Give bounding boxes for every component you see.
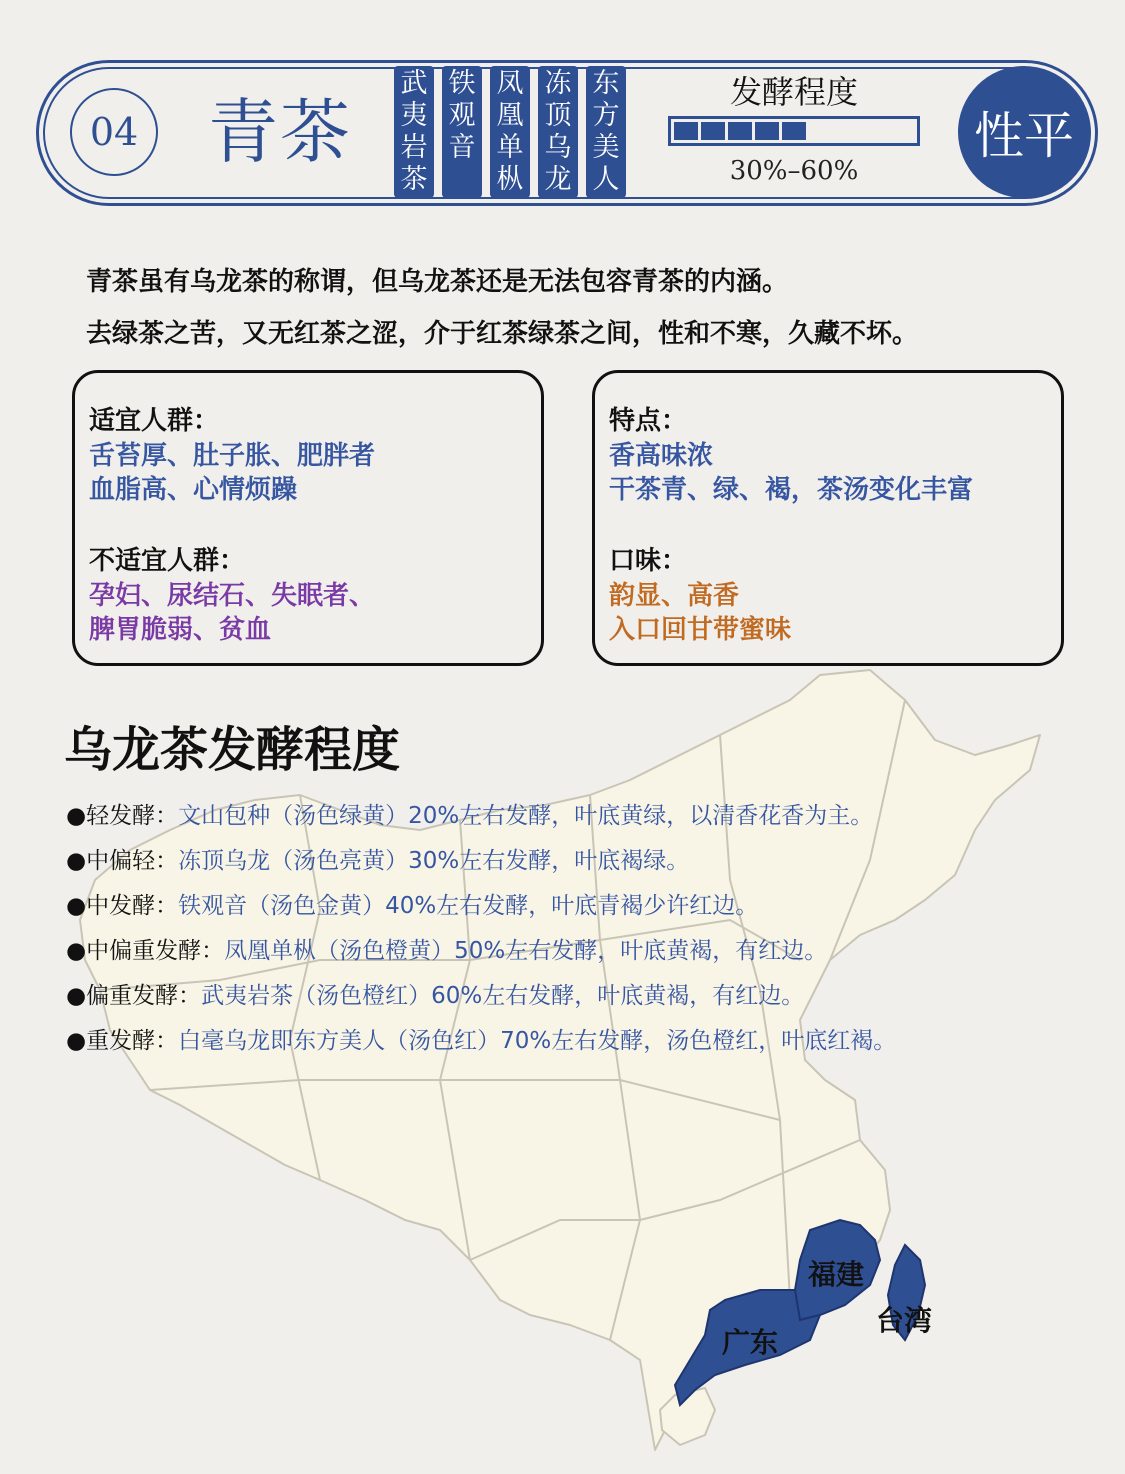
fermentation-list [66, 794, 896, 1064]
item-desc: 凤凰单枞（汤色橙黄）50%左右发酵，叶底黄褐，有红边。 [224, 938, 828, 964]
fermentation-segment [755, 122, 779, 140]
fermentation-section-title: 乌龙茶发酵程度 [64, 722, 401, 778]
tea-char: 东 [592, 68, 620, 99]
section-number: 04 [70, 88, 158, 176]
unsuitable-line: 脾胃脆弱、贫血 [89, 615, 272, 645]
suitable-line: 血脂高、心情烦躁 [89, 475, 298, 505]
item-term: ●中偏轻： [66, 848, 179, 874]
unsuitable-line: 孕妇、尿结石、失眠者、 [89, 581, 376, 611]
list-item [66, 839, 896, 884]
features-card [592, 370, 1064, 666]
map-label-taiwan: 台湾 [876, 1304, 933, 1337]
tea-variety-fenghuang [490, 66, 530, 198]
tea-char: 凤 [496, 68, 524, 99]
fermentation-segment [728, 122, 752, 140]
fermentation-segment [674, 122, 698, 140]
item-term: ●重发酵： [66, 1028, 179, 1054]
tea-char: 观 [448, 100, 476, 131]
features-line: 香高味浓 [609, 441, 714, 471]
tea-char: 武 [400, 68, 428, 99]
tea-nature-badge: 性平 [958, 66, 1090, 198]
item-desc: 文山包种（汤色绿黄）20%左右发酵，叶底黄绿，以清香花香为主。 [178, 803, 874, 829]
tea-variety-wuyi [394, 66, 434, 198]
tea-variety-dongding [538, 66, 578, 198]
tea-char: 夷 [400, 100, 428, 131]
fermentation-range: 30%–60% [729, 156, 859, 186]
item-desc: 冻顶乌龙（汤色亮黄）30%左右发酵，叶底褐绿。 [178, 848, 690, 874]
tea-char: 乌 [544, 132, 572, 163]
list-item [66, 974, 896, 1019]
fermentation-progress-bar [668, 116, 920, 146]
features-line: 干茶青、绿、褐，茶汤变化丰富 [609, 475, 974, 505]
taste-line: 入口回甘带蜜味 [609, 615, 792, 645]
china-map [0, 660, 1125, 1474]
tea-char: 美 [592, 132, 620, 163]
item-term: ●中发酵： [66, 893, 179, 919]
tea-char: 人 [592, 164, 620, 195]
list-item [66, 794, 896, 839]
item-desc: 白毫乌龙即东方美人（汤色红）70%左右发酵，汤色橙红，叶底红褐。 [178, 1028, 897, 1054]
item-desc: 铁观音（汤色金黄）40%左右发酵，叶底青褐少许红边。 [178, 893, 759, 919]
list-item [66, 1019, 896, 1064]
tea-char: 龙 [544, 164, 572, 195]
tea-char: 方 [592, 100, 620, 131]
fermentation-segment [782, 122, 806, 140]
features-heading: 特点： [609, 406, 688, 436]
item-desc: 武夷岩茶（汤色橙红）60%左右发酵，叶底黄褐，有红边。 [201, 983, 805, 1009]
map-label-guangdong: 广东 [722, 1326, 779, 1359]
tea-char: 音 [448, 132, 476, 163]
fermentation-segment [701, 122, 725, 140]
list-item [66, 929, 896, 974]
tea-char: 冻 [544, 68, 572, 99]
spacer [609, 507, 1047, 543]
tea-char: 顶 [544, 100, 572, 131]
tea-char: 茶 [400, 164, 428, 195]
taste-heading: 口味： [609, 546, 688, 576]
map-label-fujian: 福建 [808, 1258, 865, 1291]
suitable-heading: 适宜人群： [89, 406, 220, 436]
tea-char: 单 [496, 132, 524, 163]
tea-variety-dongfangmeiren [586, 66, 626, 198]
tea-char: 铁 [448, 68, 476, 99]
item-term: ●中偏重发酵： [66, 938, 225, 964]
tea-char: 枞 [496, 164, 524, 195]
item-term: ●轻发酵： [66, 803, 179, 829]
audience-card [72, 370, 544, 666]
suitable-line: 舌苔厚、肚子胀、肥胖者 [89, 441, 376, 471]
list-item [66, 884, 896, 929]
intro-line-1: 青茶虽有乌龙茶的称谓，但乌龙茶还是无法包容青茶的内涵。 [86, 267, 789, 297]
unsuitable-heading: 不适宜人群： [89, 546, 246, 576]
tea-char: 凰 [496, 100, 524, 131]
taste-line: 韵显、高香 [609, 581, 740, 611]
spacer [89, 507, 527, 543]
item-term: ●偏重发酵： [66, 983, 202, 1009]
fermentation-label: 发酵程度 [729, 73, 858, 111]
intro-line-2: 去绿茶之苦，又无红茶之涩，介于红茶绿茶之间，性和不寒，久藏不坏。 [86, 319, 919, 349]
tea-varieties [394, 66, 626, 198]
tea-variety-tieguanyin [442, 66, 482, 198]
tea-char: 岩 [400, 132, 428, 163]
tea-category-title: 青茶 [208, 91, 352, 173]
